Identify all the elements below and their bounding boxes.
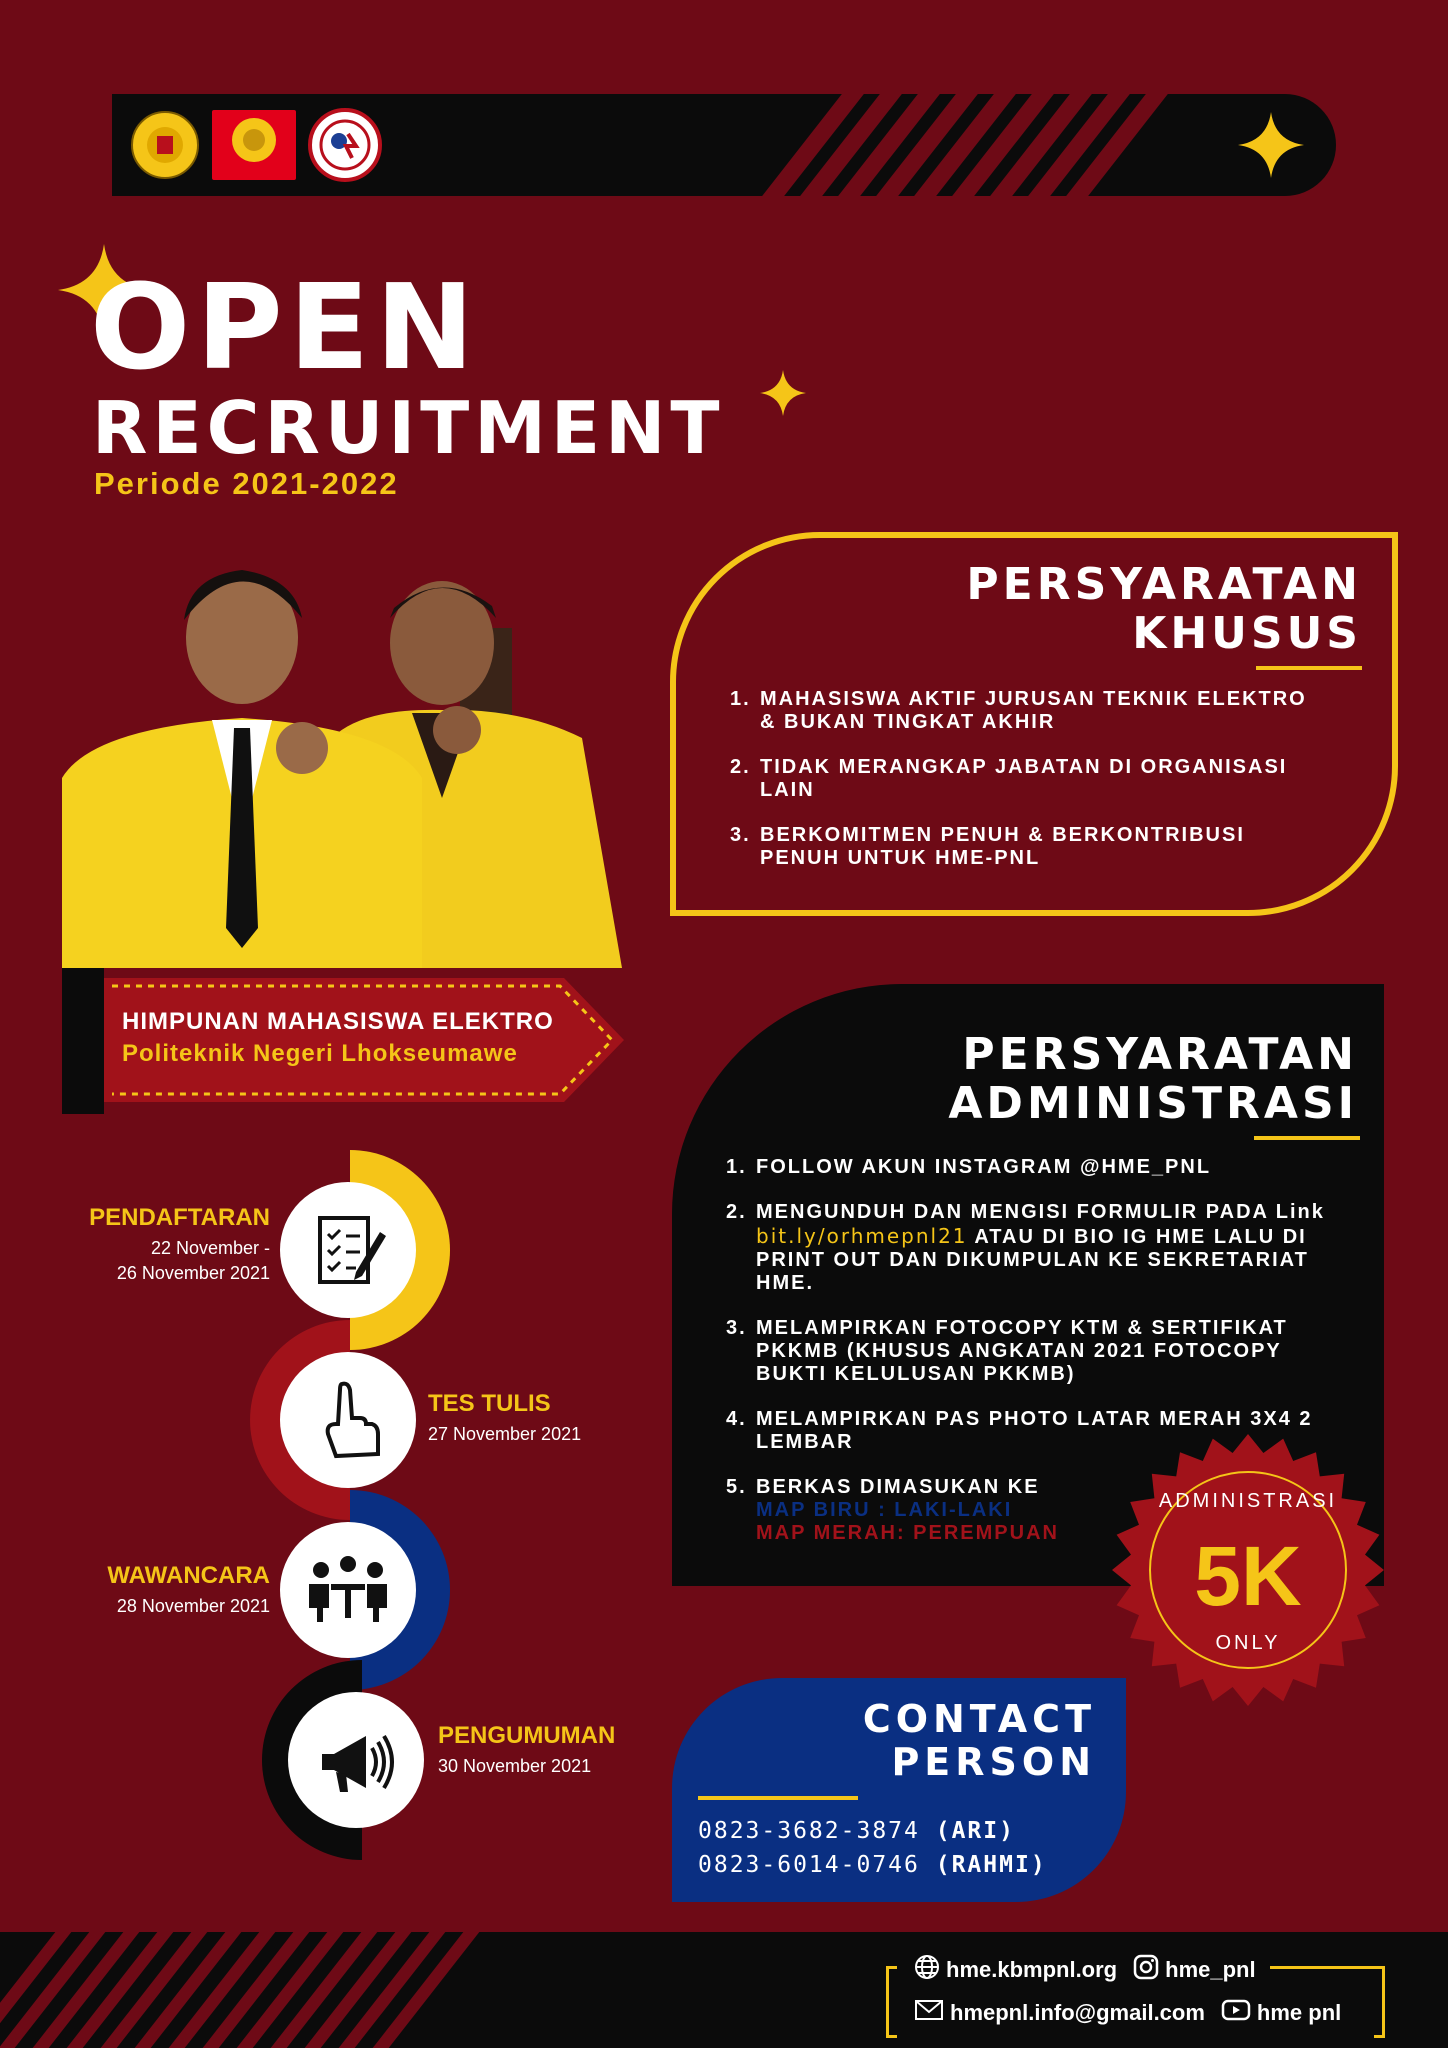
requirement-item: 3. BERKOMITMEN PENUH & BERKONTRIBUSI PENUH UNTUK HME-PNL (730, 824, 1245, 869)
requirement-item: 5. BERKAS DIMASUKAN KE MAP BIRU : LAKI-LAKI MAP MERAH: PEREMPUAN (726, 1476, 1059, 1544)
instagram-link[interactable]: hme_pnl (1165, 1957, 1256, 1982)
hand-pointer-icon (280, 1352, 416, 1488)
badge-price: 5K (1194, 1529, 1302, 1623)
contact-list (698, 1814, 1047, 1882)
sparkle-icon (760, 370, 806, 416)
mail-icon (914, 1998, 944, 2028)
instagram-icon (1133, 1954, 1159, 1986)
timeline-step-4: PENGUMUMAN 30 November 2021 (438, 1722, 616, 1776)
hme-logo (308, 108, 382, 182)
heading-underline (1254, 1136, 1360, 1140)
requirement-item: 3. MELAMPIRKAN FOTOCOPY KTM & SERTIFIKAT PKKMB (KHUSUS ANGKATAN 2021 FOTOCOPY BUKTI KELULUSAN PKKMB) (726, 1317, 1288, 1385)
logo-bar (112, 94, 1336, 196)
youtube-link[interactable]: hme pnl (1256, 2000, 1342, 2025)
khusus-heading: PERSYARATAN KHUSUS (966, 559, 1362, 660)
contact-heading: CONTACT PERSON (862, 1697, 1096, 1784)
form-link[interactable]: bit.ly/orhmepnl21 (756, 1224, 968, 1248)
polytechnic-logo (130, 110, 200, 180)
admin-heading: PERSYARATAN ADMINISTRASI (948, 1029, 1358, 1130)
requirement-item: 2. MENGUNDUH DAN MENGISI FORMULIR PADA Link bit.ly/orhmepnl21 ATAU DI BIO IG HME LALU DI PRINT OUT DAN DIKUMPULAN KE SEKRETARIAT HME. (726, 1201, 1325, 1294)
page-subtitle: RECRUITMENT (92, 386, 725, 470)
youtube-icon (1221, 1998, 1251, 2028)
period-label: Periode 2021-2022 (94, 466, 399, 501)
khusus-list (730, 688, 1330, 892)
blue-folder-note: MAP BIRU : LAKI-LAKI (756, 1499, 1013, 1521)
org-campus: Politeknik Negeri Lhokseumawe (122, 1040, 518, 1067)
megaphone-icon (288, 1692, 424, 1828)
teknik-elektro-logo (212, 110, 296, 180)
meeting-icon (280, 1522, 416, 1658)
bracket-line (1270, 1966, 1374, 1969)
heading-underline (1256, 666, 1362, 670)
banner-side-bar (62, 968, 104, 1114)
badge-top-label: ADMINISTRASI (1158, 1490, 1338, 1512)
badge-bottom-label: ONLY (1215, 1632, 1281, 1654)
red-folder-note: MAP MERAH: PEREMPUAN (756, 1522, 1059, 1544)
members-photo (62, 548, 622, 968)
org-banner (104, 978, 624, 1102)
price-badge (1110, 1432, 1386, 1708)
email-link[interactable]: hmepnl.info@gmail.com (950, 2000, 1205, 2025)
requirement-item: 4. MELAMPIRKAN PAS PHOTO LATAR MERAH 3X4 2 LEMBAR (726, 1408, 1313, 1453)
requirement-item: 1. FOLLOW AKUN INSTAGRAM @HME_PNL (726, 1156, 1212, 1178)
website-link[interactable]: hme.kbmpnl.org (946, 1957, 1118, 1982)
checklist-icon (280, 1182, 416, 1318)
contact-item: 0823-3682-3874 (ARI) (698, 1818, 1015, 1844)
timeline-step-1: PENDAFTARAN 22 November - 26 November 2021 (89, 1204, 270, 1283)
bracket-left (886, 1966, 897, 2038)
globe-icon (914, 1954, 940, 1986)
bracket-right (1374, 1966, 1385, 2038)
requirement-item: 1. MAHASISWA AKTIF JURUSAN TEKNIK ELEKTRO & BUKAN TINGKAT AKHIR (730, 688, 1307, 733)
timeline-step-2: TES TULIS 27 November 2021 (428, 1390, 582, 1444)
heading-underline (698, 1796, 858, 1800)
contact-card (672, 1678, 1126, 1902)
page-title: OPEN (90, 258, 481, 396)
footer (0, 1932, 1448, 2048)
sparkle-icon (1238, 112, 1304, 178)
contact-item: 0823-6014-0746 (RAHMI) (698, 1852, 1047, 1878)
requirement-item: 2. TIDAK MERANGKAP JABATAN DI ORGANISASI LAIN (730, 756, 1288, 801)
khusus-card (670, 532, 1398, 916)
timeline-step-3: WAWANCARA 28 November 2021 (107, 1562, 270, 1616)
org-name: HIMPUNAN MAHASISWA ELEKTRO (122, 1008, 554, 1035)
